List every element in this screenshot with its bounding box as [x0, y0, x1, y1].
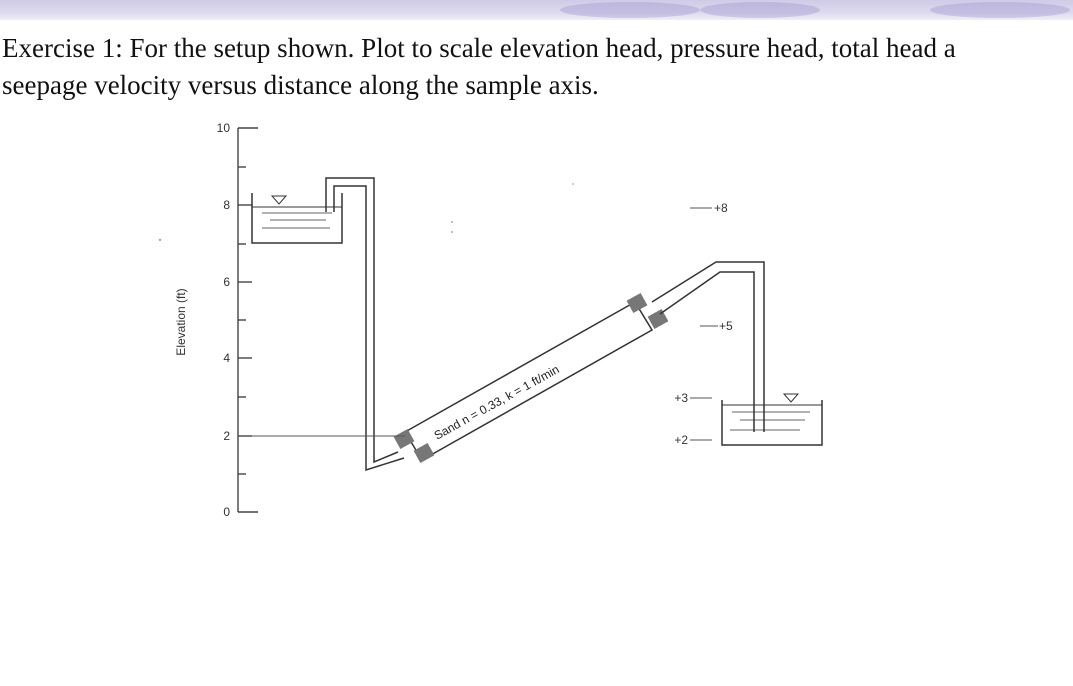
- outflow-pipe: [652, 262, 764, 432]
- inflow-pipe: [326, 178, 404, 470]
- tick-label-10: 10: [216, 121, 230, 135]
- marker-plus-3: +3: [674, 391, 688, 405]
- marker-plus-2: +2: [674, 433, 688, 447]
- tick-label-4: 4: [223, 351, 230, 365]
- sample-label: Sand n = 0.33, k = 1 ft/min: [431, 362, 562, 443]
- tick-label-0: 0: [223, 505, 230, 519]
- upstream-reservoir: [252, 193, 342, 243]
- tick-label-2: 2: [223, 429, 230, 443]
- elevation-axis: [238, 128, 258, 512]
- exercise-line-1: Exercise 1: For the setup shown. Plot to scale elevation head, pressure head, total head a: [2, 33, 956, 63]
- downstream-reservoir: [722, 394, 822, 445]
- tick-label-6: 6: [223, 275, 230, 289]
- marker-plus-8: +8: [714, 201, 728, 215]
- axis-label: Elevation (ft): [174, 288, 188, 356]
- tick-label-8: 8: [223, 198, 230, 212]
- exercise-line-2: seepage velocity versus distance along the sample axis.: [2, 70, 599, 100]
- marker-plus-5: +5: [719, 319, 733, 333]
- sand-sample: [394, 293, 669, 463]
